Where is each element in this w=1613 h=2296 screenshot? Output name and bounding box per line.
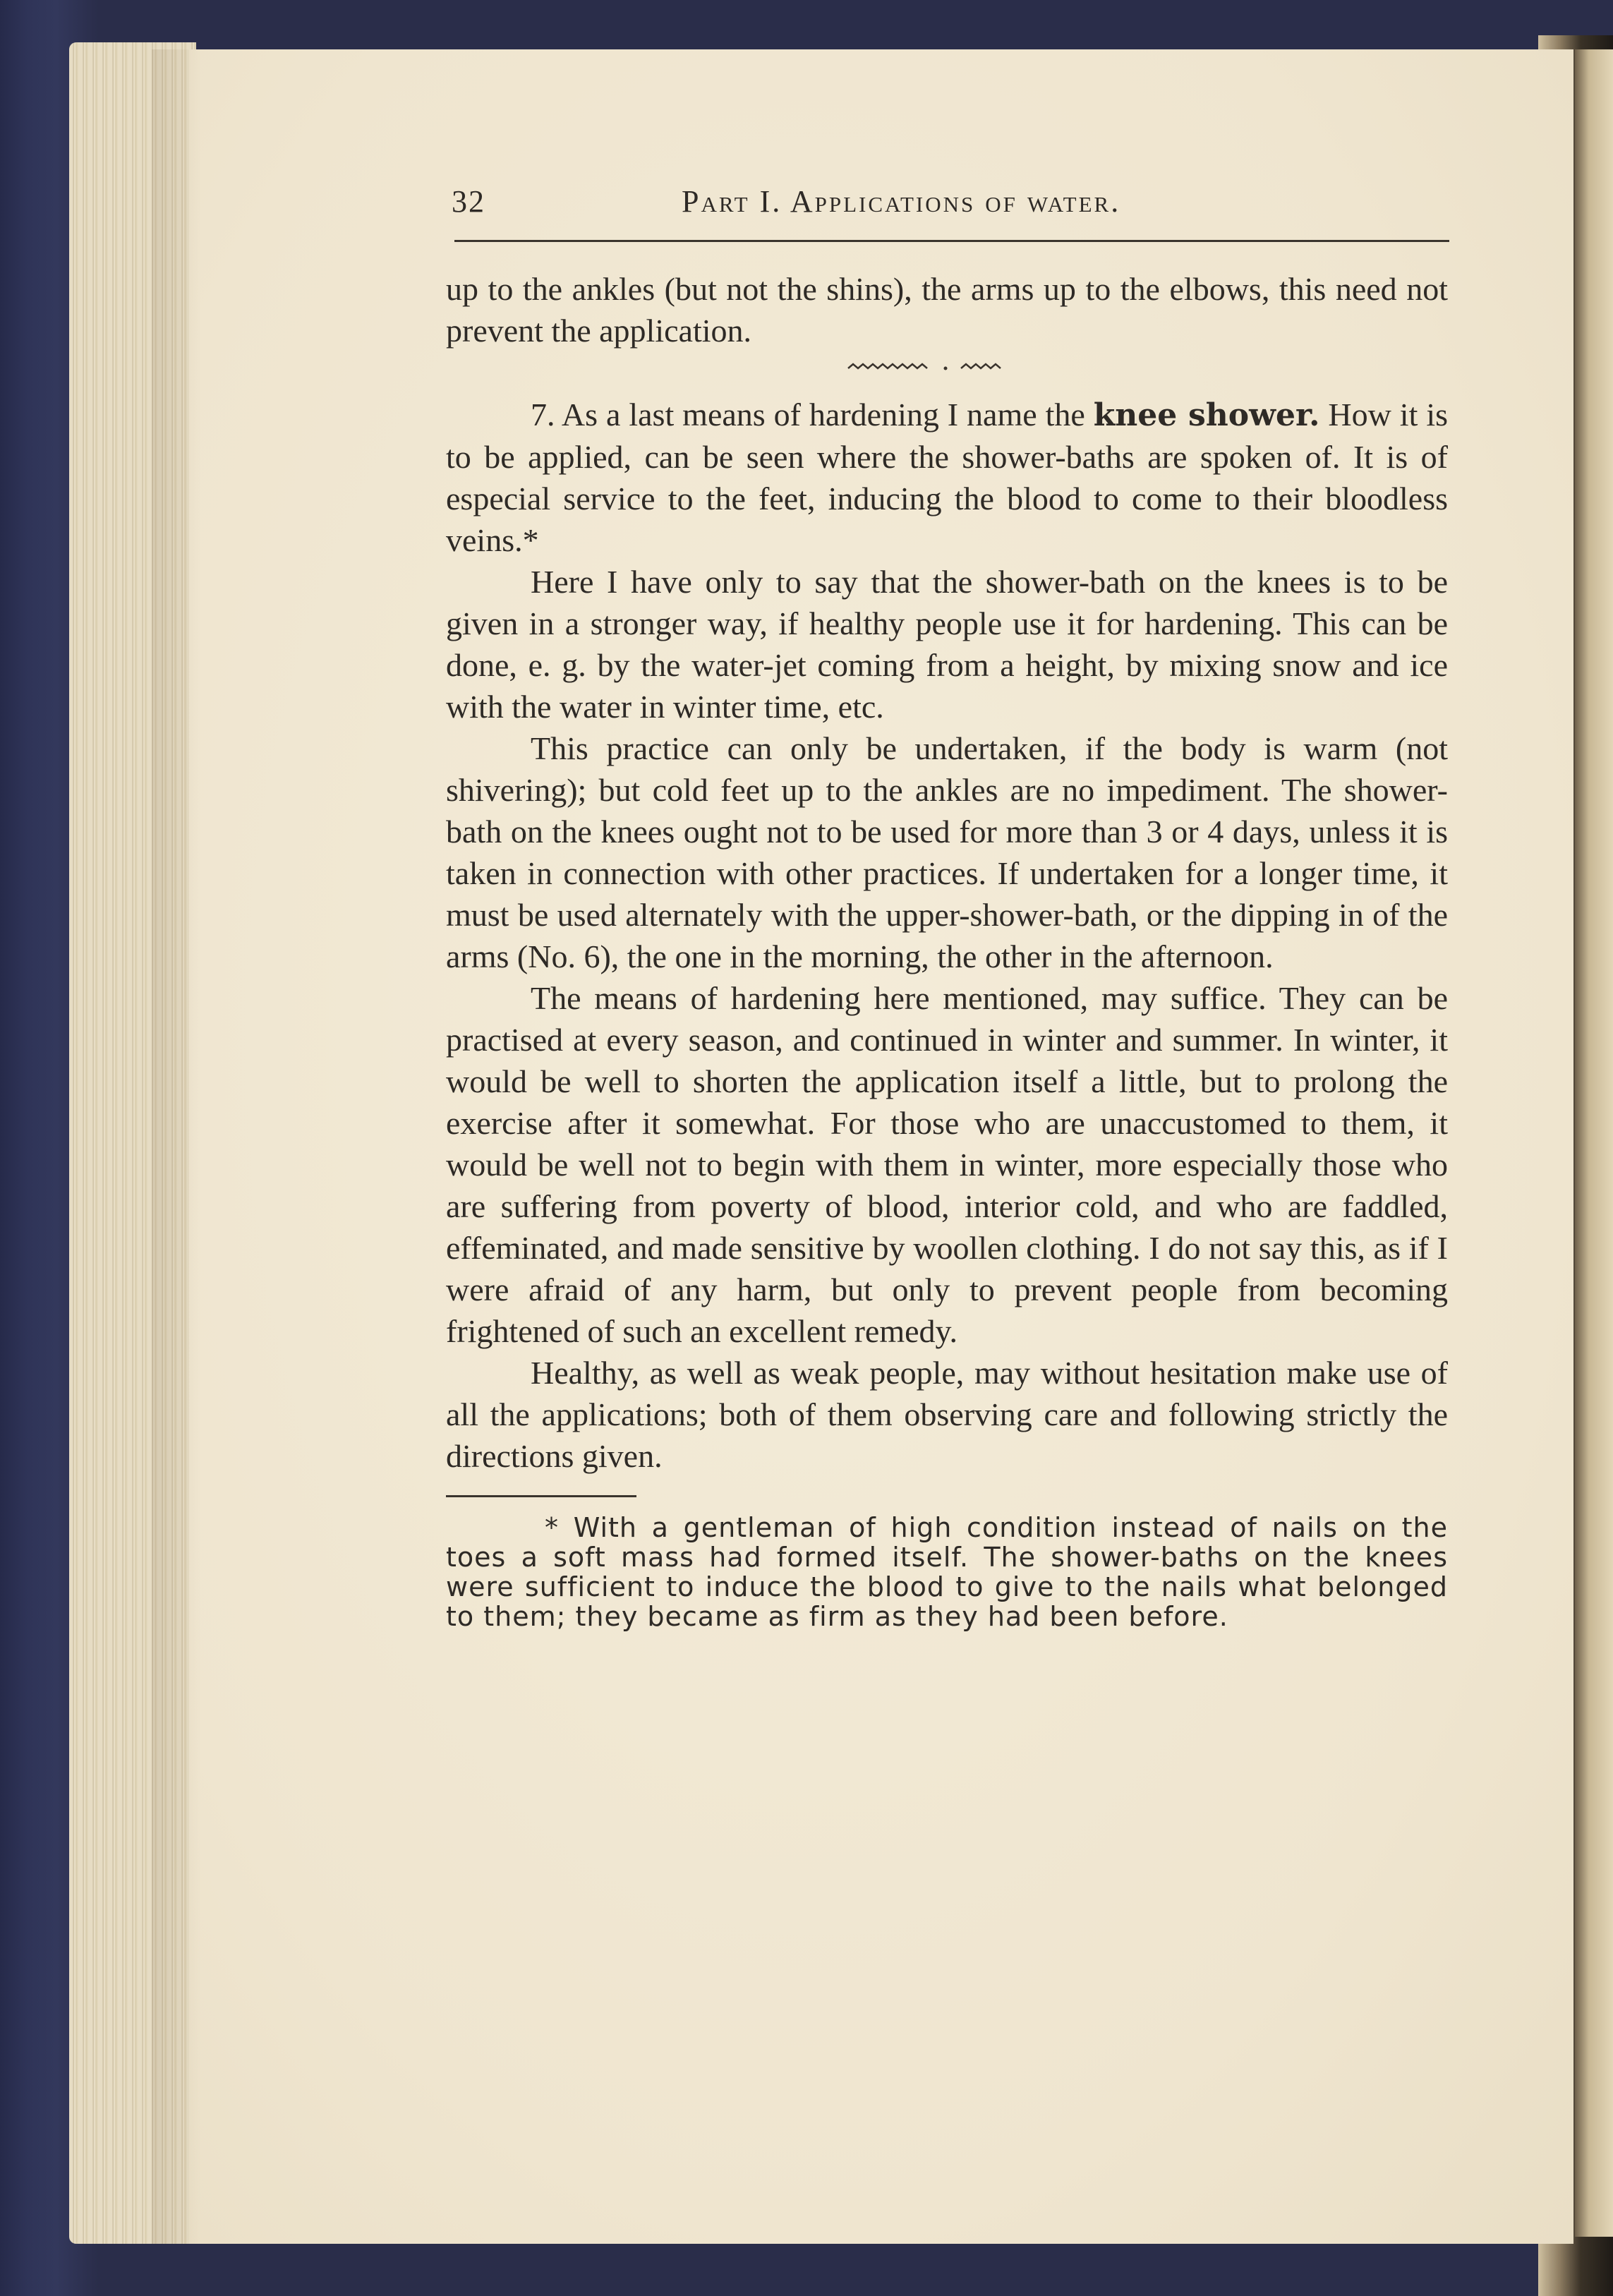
facing-page-edge <box>1575 49 1613 2237</box>
running-title: Part I. Applications of water. <box>682 184 1121 219</box>
section-ornament <box>446 351 1448 394</box>
page-number: 32 <box>452 184 485 219</box>
paragraph-healthy: Healthy, as well as weak people, may without hesitation make use of all the applications; both of them observing care and following strictly the directions given. <box>446 1355 1448 1474</box>
footnote: * With a gentleman of high condition instead of nails on the toes a soft mass had formed itself. The shower-baths on the knees were sufficient to induce the blood to give to the nails what belonged to them; they became as firm as they had been before. <box>446 1512 1448 1632</box>
paragraph-7 <box>446 394 1448 561</box>
header-rule <box>454 240 1449 242</box>
page-shadow <box>152 49 201 2244</box>
paragraph-7-rest: How it is to be applied, can be seen where the shower-baths are spoken of. It is of especial service to the feet, inducing the blood to come to their bloodless veins.* <box>446 397 1448 558</box>
paragraph-7-lead: 7. As a last means of hardening I name the <box>531 397 1085 433</box>
paragraph-means: The means of hardening here mentioned, may suffice. They can be practised at every season, and continued in winter and summer. In winter, it would be well to shorten the application itself a little, but to prolong the exercise after it somewhat. For those who are unaccustomed to them, it would be well not to begin with them in winter, more especially those who are suffering from poverty of blood, interior cold, and who are faddled, effeminated, and made sensitive by woollen clothing. I do not say this, as if I were afraid of any harm, but only to prevent people from becoming frightened of such an excellent remedy. <box>446 980 1448 1349</box>
squiggle-ornament-icon <box>841 358 1053 375</box>
knee-shower-term: knee shower. <box>1093 397 1320 433</box>
body-text <box>446 268 1448 1631</box>
running-head <box>439 183 1455 226</box>
paragraph-practice: This practice can only be undertaken, if the body is warm (not shivering); but cold feet up to the ankles are no impediment. The shower-bath on the knees ought not to be used for more than 3 or 4 days, unless it is taken in connection with other practices. If undertaken for a longer time, it must be used alternately with the upper-shower-bath, or the dipping in of the arms (No. 6), the one in the morning, the other in the afternoon. <box>446 730 1448 974</box>
page-content <box>439 183 1455 1632</box>
footnote-rule <box>446 1495 636 1497</box>
paragraph-continued: up to the ankles (but not the shins), the arms up to the elbows, this need not prevent the application. <box>446 271 1448 349</box>
paragraph-here: Here I have only to say that the shower-bath on the knees is to be given in a stronger way, if healthy people use it for hardening. This can be done, e. g. by the water-jet coming from a height, by mixing snow and ice with the water in winter time, etc. <box>446 564 1448 725</box>
